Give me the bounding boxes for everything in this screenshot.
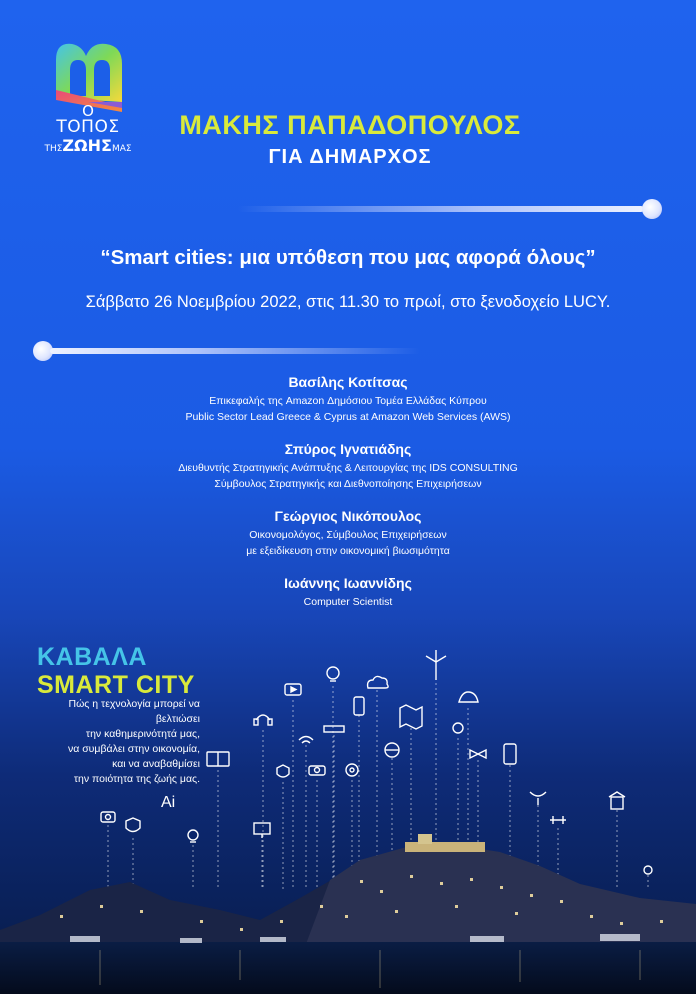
candidate-name: ΜΑΚΗΣ ΠΑΠΑΔΟΠΟΥΛΟΣ bbox=[179, 110, 521, 140]
logo-line3a: ΤΗΣ bbox=[44, 144, 63, 154]
blurb-line: και να αναβαθμίσει bbox=[112, 758, 200, 770]
ai-icon: Ai bbox=[161, 794, 176, 811]
speaker-title: Διευθυντής Στρατηγικής Ανάπτυξης & Λειτουργίας της IDS CONSULTING bbox=[178, 462, 518, 474]
speaker-title: Public Sector Lead Greece & Cyprus at Amazon Web Services (AWS) bbox=[185, 411, 511, 423]
logo-line3c: ΜΑΣ bbox=[111, 144, 132, 154]
speaker bbox=[98, 441, 598, 492]
speaker bbox=[98, 508, 598, 559]
speaker-name: Γεώργιος Νικόπουλος bbox=[274, 508, 422, 524]
speaker-title: Επικεφαλής της Amazon Δημόσιου Τομέα Ελλάδας Κύπρου bbox=[209, 395, 487, 407]
smart-city-blurb bbox=[30, 697, 200, 787]
kavala-city-skyline bbox=[0, 820, 696, 994]
speaker-title: Computer Scientist bbox=[303, 596, 393, 608]
blurb-line: την ποιότητα της ζωής μας. bbox=[73, 773, 200, 785]
logo-line3b: ΖΩΗΣ bbox=[62, 136, 112, 155]
speakers-list bbox=[98, 374, 598, 626]
event-title: “Smart cities: μια υπόθεση που μας αφορά όλους” bbox=[100, 246, 596, 269]
smart-city-title-2: SMART CITY bbox=[37, 671, 195, 699]
smart-city-heading bbox=[37, 643, 195, 699]
logo-line1: Ο bbox=[82, 102, 94, 120]
middle-divider bbox=[50, 348, 420, 354]
logo-line2: ΤΟΠΟΣ bbox=[56, 117, 120, 137]
event-date: Σάββατο 26 Νοεμβρίου 2022, στις 11.30 το πρωί, στο ξενοδοχείο LUCY. bbox=[85, 293, 611, 311]
speaker bbox=[98, 374, 598, 425]
speaker-name: Ιωάννης Ιωαννίδης bbox=[284, 575, 412, 591]
speaker-name: Βασίλης Κοτίτσας bbox=[288, 374, 408, 390]
speaker-name: Σπύρος Ιγνατιάδης bbox=[284, 441, 412, 457]
speaker-title: με εξειδίκευση στην οικονομική βιωσιμότητα bbox=[246, 545, 450, 557]
blurb-line: Πώς η τεχνολογία μπορεί να βελτιώσει bbox=[68, 698, 200, 725]
logo-text bbox=[38, 104, 138, 154]
blurb-line: να συμβάλει στην οικονομία, bbox=[67, 743, 200, 755]
top-divider-knob bbox=[642, 199, 662, 219]
logo-line3 bbox=[38, 138, 138, 154]
candidate-role: ΓΙΑ ΔΗΜΑΡΧΟΣ bbox=[268, 146, 432, 168]
speaker-title: Οικονομολόγος, Σύμβουλος Επιχειρήσεων bbox=[249, 529, 447, 541]
top-divider bbox=[238, 206, 644, 212]
blurb-line: την καθημερινότητά μας, bbox=[85, 728, 200, 740]
speaker bbox=[98, 575, 598, 610]
smart-city-title-1: ΚΑΒΑΛΑ bbox=[37, 643, 147, 671]
speaker-title: Σύμβουλος Στρατηγικής και Διεθνοποίησης Επιχειρήσεων bbox=[214, 478, 482, 490]
